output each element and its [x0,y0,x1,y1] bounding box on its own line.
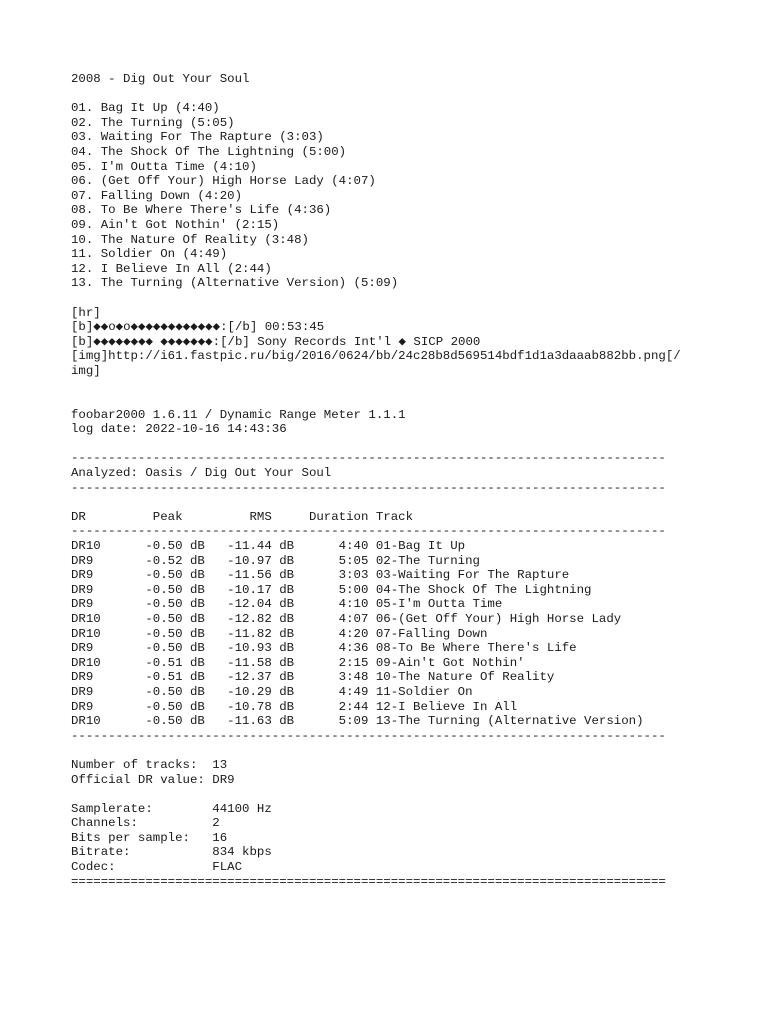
spacer [71,87,711,102]
table-row: DR9 -0.51 dB -12.37 dB 3:48 10-The Nature Of Reality [71,670,555,685]
dash-rule: -------------------------------------------------------------------------------- [71,728,666,743]
table-row: DR10 -0.51 dB -11.58 dB 2:15 09-Ain't Got Nothin' [71,655,525,670]
tracklist-item: 04. The Shock Of The Lightning (5:00) [71,144,347,159]
table-row: DR9 -0.50 dB -10.93 dB 4:36 08-To Be Where There's Life [71,641,577,656]
tracklist-item: 12. I Believe In All (2:44) [71,261,272,276]
dr-table-header: DR Peak RMS Duration Track [71,509,414,524]
log-date: log date: 2022-10-16 14:43:36 [71,422,287,437]
tracklist-item: 13. The Turning (Alternative Version) (5:09) [71,276,399,291]
log-software: foobar2000 1.6.11 / Dynamic Range Meter 1.1.1 [71,407,406,422]
spec-bits-per-sample: Bits per sample: 16 [71,830,228,845]
tracklist-item: 09. Ain't Got Nothin' (2:15) [71,217,280,232]
tracklist-item: 03. Waiting For The Rapture (3:03) [71,130,324,145]
tracklist-item: 06. (Get Off Your) High Horse Lady (4:07) [71,174,376,189]
dash-rule: -------------------------------------------------------------------------------- [71,451,666,466]
spec-bitrate: Bitrate: 834 kbps [71,845,272,860]
spacer [71,743,711,758]
bbcode-duration: [b]◆◆о◆о◆◆◆◆◆◆◆◆◆◆◆◆:[/b] 00:53:45 [71,320,325,335]
tracklist-item: 08. To Be Where There's Life (4:36) [71,203,332,218]
table-row: DR9 -0.50 dB -11.56 dB 3:03 03-Waiting For The Rapture [71,568,570,583]
spacer [71,393,711,408]
bbcode-img: [img]http://i61.fastpic.ru/big/2016/0624/bb/24c28b8d569514bdf1d1a3daaab882bb.png[/ [71,349,681,364]
table-row: DR10 -0.50 dB -11.82 dB 4:20 07-Falling Down [71,626,488,641]
bbcode-img-continued: img] [71,363,101,378]
spec-channels: Channels: 2 [71,816,220,831]
album-title: 2008 - Dig Out Your Soul [71,72,250,86]
tracklist-item: 10. The Nature Of Reality (3:48) [71,232,309,247]
table-row: DR9 -0.50 dB -10.29 dB 4:49 11-Soldier On [71,684,473,699]
table-row: DR10 -0.50 dB -12.82 dB 4:07 06-(Get Off Your) High Horse Lady [71,611,622,626]
table-row: DR9 -0.52 dB -10.97 dB 5:05 02-The Turning [71,553,480,568]
tracklist-item: 07. Falling Down (4:20) [71,188,243,203]
tracklist-item: 05. I'm Outta Time (4:10) [71,159,257,174]
dash-rule: -------------------------------------------------------------------------------- [71,480,666,495]
dash-rule: -------------------------------------------------------------------------------- [71,524,666,539]
summary-track-count: Number of tracks: 13 [71,757,228,772]
tracklist-item: 02. The Turning (5:05) [71,115,235,130]
table-row: DR10 -0.50 dB -11.44 dB 4:40 01-Bag It Up [71,539,466,553]
tracklist [71,101,711,291]
spacer [71,437,711,452]
tracklist-item: 11. Soldier On (4:49) [71,247,228,262]
spacer [71,291,711,306]
spacer [71,787,711,802]
summary-official-dr: Official DR value: DR9 [71,772,235,787]
spacer [71,378,711,393]
table-row: DR10 -0.50 dB -11.63 dB 5:09 13-The Turning (Alternative Version) [71,714,644,729]
dr-table [71,539,711,729]
document-body [71,72,711,889]
bbcode-hr: [hr] [71,305,101,320]
table-row: DR9 -0.50 dB -10.17 dB 5:00 04-The Shock Of The Lightning [71,582,592,597]
equals-rule: ================================================================================ [71,874,666,889]
spec-samplerate: Samplerate: 44100 Hz [71,801,272,816]
bbcode-label: [b]◆◆◆◆◆◆◆◆ ◆◆◆◆◆◆◆:[/b] Sony Records Int'l ◆ SICP 2000 [71,334,481,349]
table-row: DR9 -0.50 dB -12.04 dB 4:10 05-I'm Outta Time [71,597,503,612]
spacer [71,495,711,510]
spec-codec: Codec: FLAC [71,860,243,875]
log-analyzed: Analyzed: Oasis / Dig Out Your Soul [71,466,332,481]
tracklist-item: 01. Bag It Up (4:40) [71,101,220,116]
table-row: DR9 -0.50 dB -10.78 dB 2:44 12-I Believe In All [71,699,518,714]
